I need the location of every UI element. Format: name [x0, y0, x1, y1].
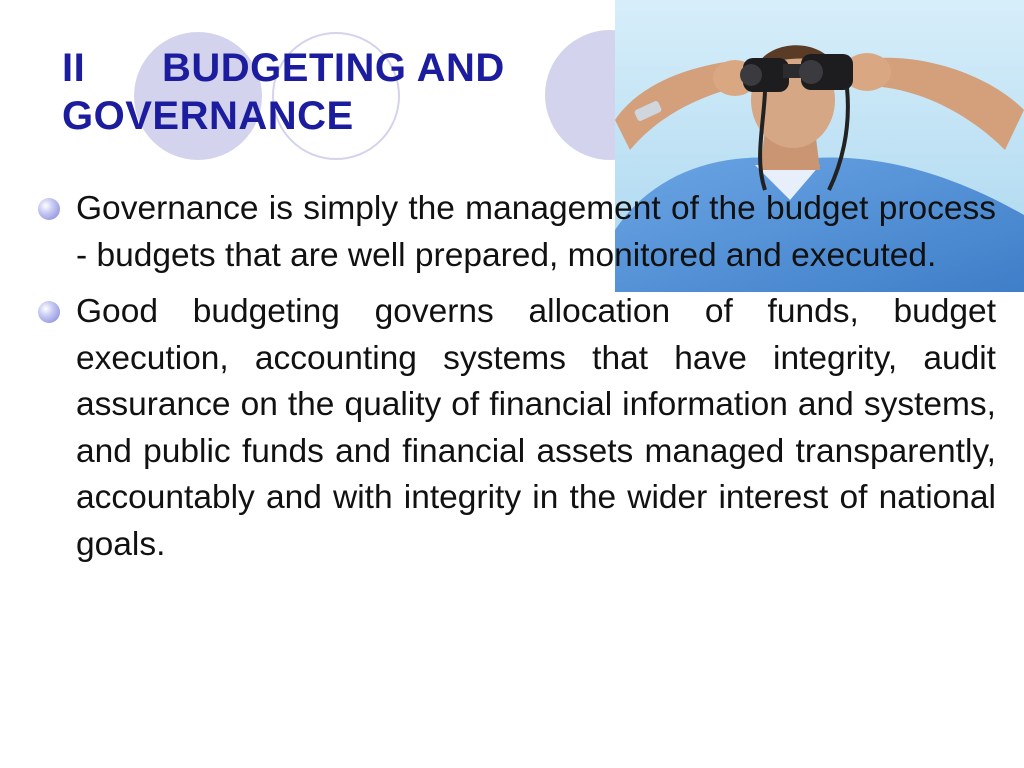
bullet-dot-icon [38, 198, 60, 220]
bullet-item [38, 186, 996, 279]
bullet-text: Governance is simply the management of the budget process - budgets that are well prepared, monitored and executed. [76, 190, 996, 274]
bullet-item [38, 289, 996, 568]
title-number: II [62, 46, 86, 90]
slide-title [62, 44, 622, 140]
bullet-list [38, 186, 996, 578]
title-text: BUDGETING AND GOVERNANCE [62, 46, 505, 138]
bullet-dot-icon [38, 301, 60, 323]
bullet-text: Good budgeting governs allocation of funds, budget execution, accounting systems that have integrity, audit assurance on the quality of financial information and systems, and public funds and financial assets managed transparently, accountably and with integrity in the wider interest of national goals. [76, 293, 996, 563]
